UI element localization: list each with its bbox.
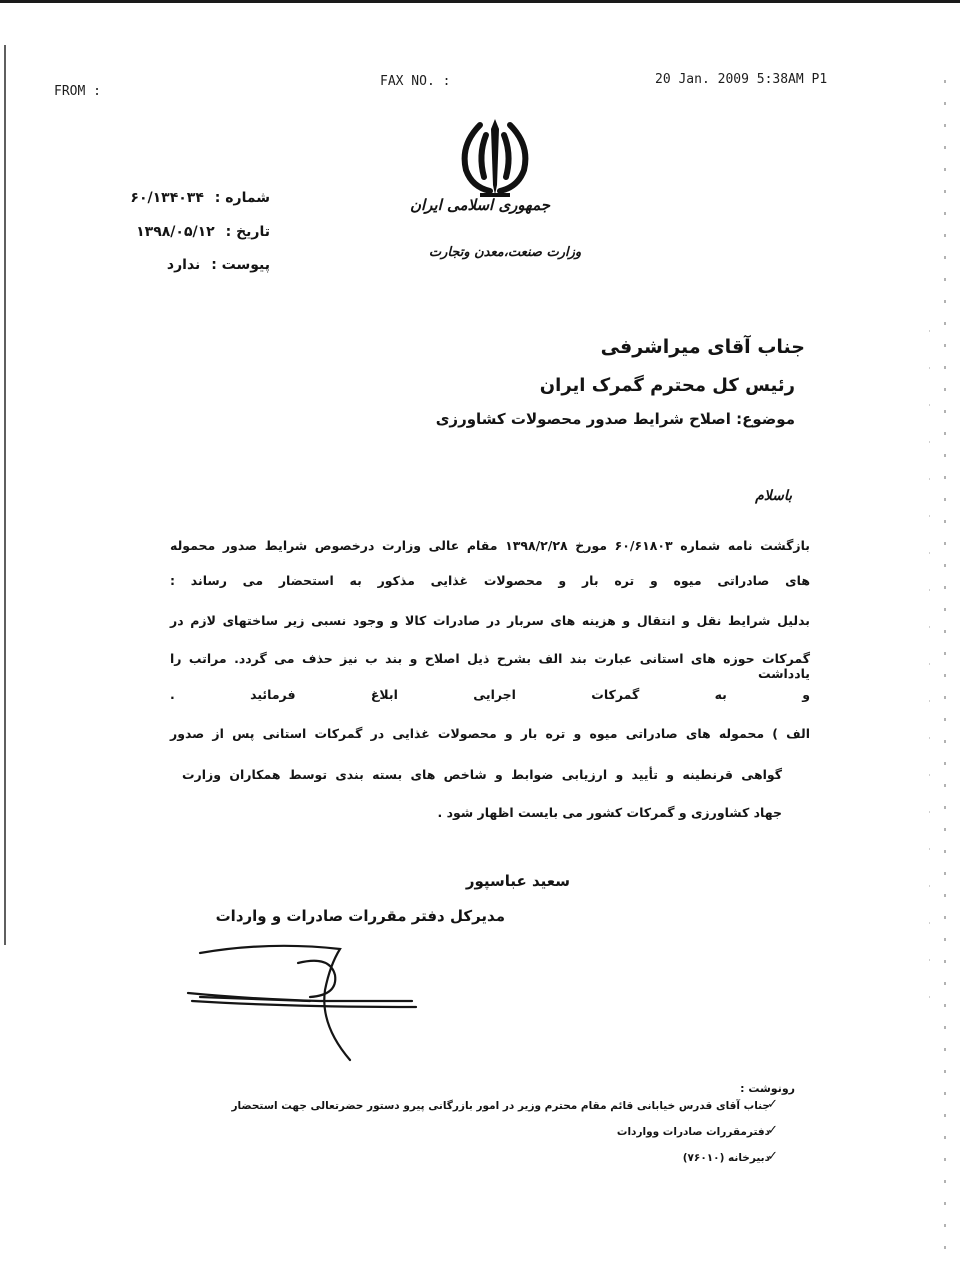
letter-subject: موضوع: اصلاح شرایط صدور محصولات کشاورزی bbox=[435, 410, 795, 428]
cc-item: دفترمقررات صادرات وواردات bbox=[616, 1126, 770, 1138]
body-line: گمرکات حوزه های استانی عبارت بند الف بشرح ذیل اصلاح و بند ب نیز حذف می گردد. مراتب را یادداشت bbox=[170, 651, 810, 681]
fax-from: FROM : bbox=[54, 84, 101, 99]
fax-number: FAX NO. : bbox=[380, 74, 451, 89]
body-line: جهاد کشاورزی و گمرکات کشور می بایست اظهار شود . bbox=[437, 805, 782, 820]
body-line: و به گمرکات اجرایی ابلاغ فرمائید . bbox=[170, 687, 810, 702]
fax-date-time: 20 Jan. 2009 5:38AM P1 bbox=[655, 72, 828, 87]
body-line: بازگشت نامه شماره ۶۰/۶۱۸۰۳ مورخ ۱۳۹۸/۲/۲۸ مقام عالی وزارت درخصوص شرایط صدور محموله bbox=[170, 538, 810, 553]
cc-label: رونوشت : bbox=[740, 1082, 795, 1095]
letter-number bbox=[100, 190, 270, 206]
scan-noise bbox=[944, 80, 946, 1260]
scan-noise bbox=[929, 330, 930, 1030]
body-line: الف ) محموله های صادراتی میوه و تره بار و محصولات غذایی در گمرکات استانی پس از صدور bbox=[170, 726, 810, 741]
letter-date-label: تاریخ : bbox=[225, 224, 270, 240]
scan-left-edge bbox=[4, 45, 6, 945]
signatory-name: سعید عباسپور bbox=[465, 872, 570, 890]
greeting: باسلام bbox=[755, 488, 792, 504]
scan-top-edge bbox=[0, 0, 960, 3]
letter-date bbox=[100, 224, 270, 240]
letter-number-value: ۶۰/۱۳۴۰۳۴ bbox=[130, 190, 204, 206]
addressee-position: رئیس کل محترم گمرک ایران bbox=[539, 375, 795, 396]
iran-emblem-icon bbox=[450, 115, 540, 200]
check-mark-icon: ✓ bbox=[767, 1123, 778, 1138]
body-line: های صادراتی میوه و تره بار و محصولات غذایی مذکور به استحضار می رساند : bbox=[170, 573, 810, 588]
handwritten-signature bbox=[180, 935, 420, 1065]
check-mark-icon: ✓ bbox=[767, 1149, 778, 1164]
letter-attachment bbox=[100, 257, 270, 273]
body-line: گواهی قرنطینه و تأیید و ارزیابی ضوابط و شاخص های بسته بندی توسط همکاران وزارت bbox=[182, 767, 782, 782]
addressee: جناب آقای میراشرفی bbox=[600, 336, 805, 358]
cc-item: جناب آقای قدرس خیابانی قائم مقام محترم وزیر در امور بازرگانی پیرو دستور حضرتعالی جهت استحضار bbox=[231, 1100, 770, 1112]
letterhead-republic: جمهوری اسلامی ایران bbox=[409, 196, 551, 214]
check-mark-icon: ✓ bbox=[767, 1097, 778, 1112]
cc-item: دبیرخانه (۷۶۰۱۰) bbox=[682, 1152, 770, 1164]
letter-number-label: شماره : bbox=[214, 190, 270, 206]
letter-date-value: ۱۳۹۸/۰۵/۱۲ bbox=[136, 224, 215, 240]
signatory-title: مدیرکل دفتر مقررات صادرات و واردات bbox=[215, 907, 505, 925]
letterhead-ministry: وزارت صنعت،معدن وتجارت bbox=[428, 245, 582, 260]
letter-attachment-value: ندارد bbox=[166, 257, 201, 273]
letter-attachment-label: پیوست : bbox=[211, 257, 270, 273]
body-line: بدلیل شرایط نقل و انتقال و هزینه های سربار در صادرات کالا و وجود نسبی زیر ساختهای لازم در bbox=[170, 613, 810, 628]
